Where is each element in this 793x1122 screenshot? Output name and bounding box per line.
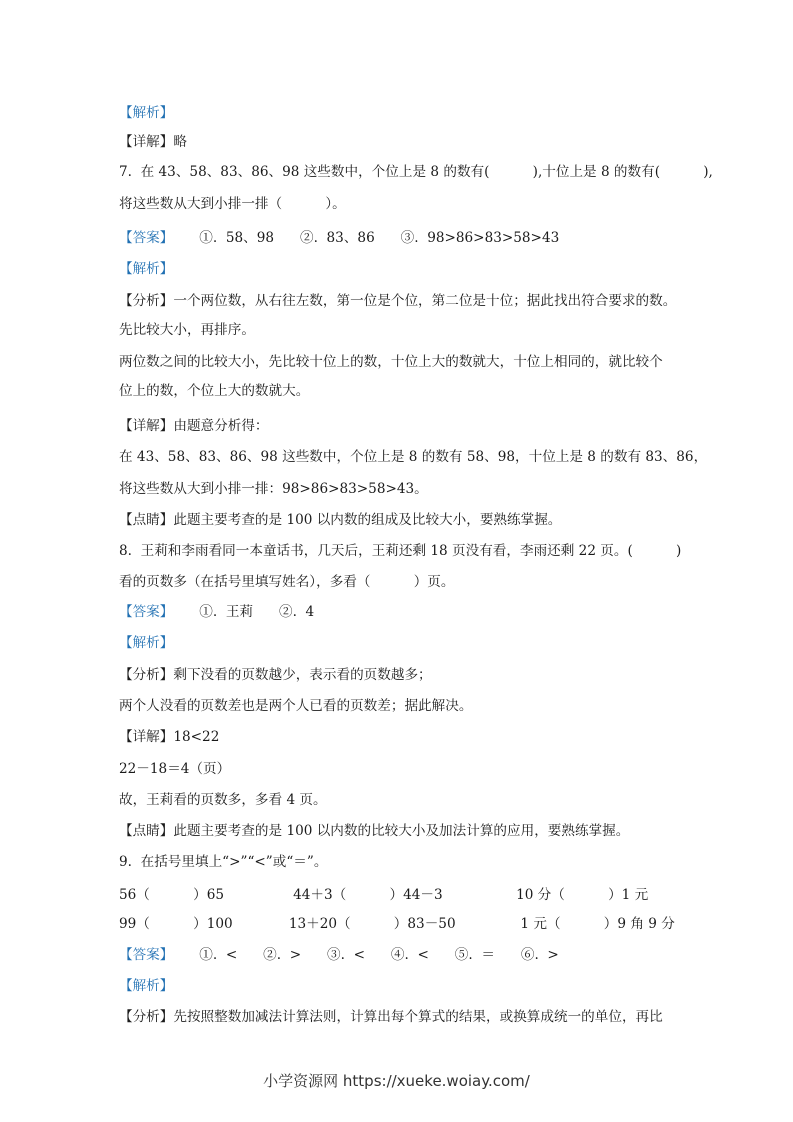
- text-line: [119, 915, 675, 933]
- line-text: 【点睛】此题主要考查的是 100 以内数的组成及比较大小，要熟练掌握。: [119, 512, 562, 528]
- section-tag: 【解析】: [119, 978, 174, 994]
- line-text: 看的页数多（在括号里填写姓名），多看（ ）页。: [119, 574, 455, 590]
- section-tag: 【解析】: [119, 261, 174, 277]
- line-text: 将这些数从大到小排一排（ ）。: [119, 196, 346, 212]
- text-line: [119, 163, 713, 181]
- text-line: [119, 853, 327, 871]
- line-text: 56（ ）65 44＋3（ ）44－3 10 分（ ）1 元: [119, 887, 649, 903]
- text-line: [119, 822, 629, 840]
- text-line: [119, 542, 681, 560]
- text-line: [119, 133, 187, 151]
- line-text: 【详解】由题意分析得：: [119, 418, 269, 434]
- text-line: [119, 382, 309, 400]
- line-text: 【详解】略: [119, 134, 187, 150]
- text-line: [119, 292, 676, 310]
- line-text: 位上的数，个位上大的数就大。: [119, 383, 310, 399]
- line-text: 在 43、58、83、86、98 这些数中，个位上是 8 的数有 58、98，十位上是 8 的数有 83、86，: [119, 449, 708, 465]
- line-text: 22－18＝4（页）: [119, 761, 231, 777]
- line-text: 先比较大小，再排序。: [119, 322, 255, 338]
- line-text: 【分析】先按照整数加减法计算法则，计算出每个算式的结果，或换算成统一的单位，再比: [119, 1009, 663, 1025]
- text-line: [119, 634, 173, 652]
- line-text: 7. 在 43、58、83、86、98 这些数中，个位上是 8 的数有( ),十位上是 8 的数有( ),: [119, 164, 713, 180]
- line-text: 将这些数从大到小排一排：98>86>83>58>43。: [119, 481, 428, 497]
- text-line: [119, 728, 219, 746]
- line-text: ①. 王莉 ②. 4: [173, 604, 315, 620]
- text-line: [119, 697, 472, 715]
- section-tag: 【答案】: [119, 230, 174, 246]
- text-line: [119, 760, 230, 778]
- text-line: [119, 791, 327, 809]
- line-text: 两位数之间的比较大小，先比较十位上的数，十位上大的数就大，十位上相同的，就比较个: [119, 354, 663, 370]
- line-text: ①. 58、98 ②. 83、86 ③. 98>86>83>58>43: [173, 230, 560, 246]
- text-line: [119, 448, 707, 466]
- line-text: 【分析】一个两位数，从右往左数，第一位是个位，第二位是十位；据此找出符合要求的数。: [119, 293, 677, 309]
- text-line: [119, 104, 173, 122]
- line-text: 8. 王莉和李雨看同一本童话书，几天后，王莉还剩 18 页没有看，李雨还剩 22 页。( ): [119, 543, 682, 559]
- text-line: [119, 229, 559, 247]
- text-line: [119, 573, 454, 591]
- text-line: [119, 480, 428, 498]
- line-text: 两个人没看的页数差也是两个人已看的页数差；据此解决。: [119, 698, 473, 714]
- section-tag: 【答案】: [119, 604, 174, 620]
- line-text: 【点睛】此题主要考查的是 100 以内数的比较大小及加法计算的应用，要熟练掌握。: [119, 823, 630, 839]
- text-line: [119, 195, 346, 213]
- text-line: [119, 946, 559, 964]
- text-line: [119, 886, 648, 904]
- text-line: [119, 666, 432, 684]
- section-tag: 【答案】: [119, 947, 174, 963]
- line-text: 故，王莉看的页数多，多看 4 页。: [119, 792, 327, 808]
- text-line: [119, 260, 173, 278]
- text-line: [119, 1008, 663, 1026]
- line-text: 9. 在括号里填上“>”“<”或“＝”。: [119, 854, 328, 870]
- line-text: 【详解】18<22: [119, 729, 220, 745]
- text-line: [119, 353, 663, 371]
- text-line: [119, 603, 314, 621]
- line-text: 99（ ）100 13＋20（ ）83－50 1 元（ ）9 角 9 分: [119, 916, 675, 932]
- text-line: [119, 511, 561, 529]
- line-text: ①. < ②. > ③. < ④. < ⑤. ＝ ⑥. >: [173, 947, 559, 963]
- page-footer: 小学资源网 https://xueke.woiay.com/: [263, 1072, 530, 1090]
- section-tag: 【解析】: [119, 635, 174, 651]
- section-tag: 【解析】: [119, 105, 174, 121]
- line-text: 【分析】剩下没看的页数越少，表示看的页数越多；: [119, 667, 432, 683]
- text-line: [119, 417, 269, 435]
- text-line: [119, 977, 173, 995]
- text-line: [119, 321, 255, 339]
